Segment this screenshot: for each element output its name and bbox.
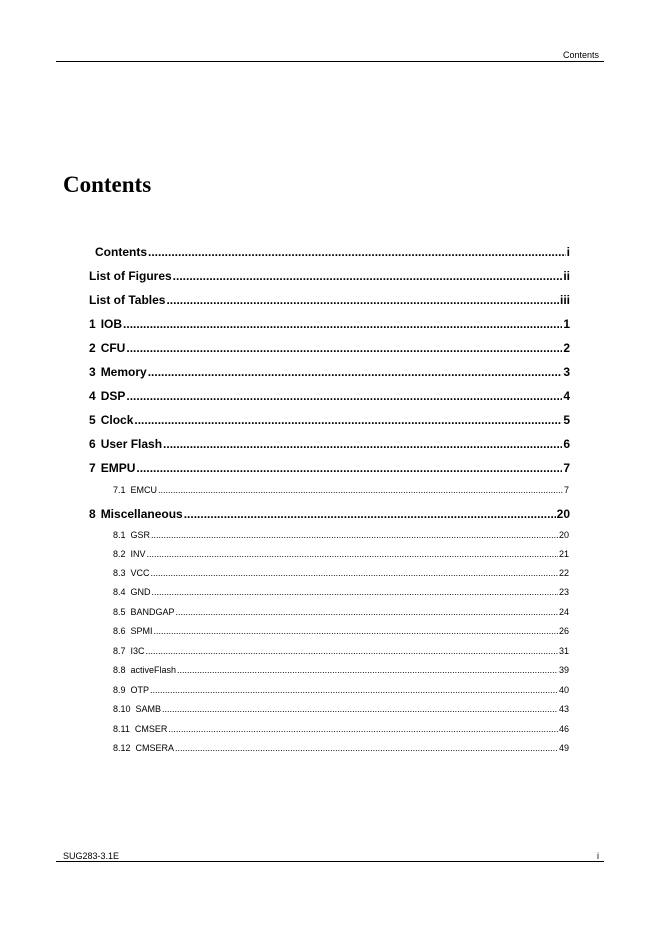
toc-dot-leader	[148, 244, 566, 260]
toc-entry-number: 7	[89, 461, 96, 475]
toc-entry-label: Memory	[100, 365, 147, 379]
toc-entry[interactable]	[89, 340, 570, 356]
toc-subentry[interactable]	[113, 742, 569, 754]
toc-entry-page: 5	[563, 413, 570, 427]
toc-entry-number: 5	[89, 413, 96, 427]
toc-entry-number: 8.4	[113, 587, 126, 597]
toc-subentry[interactable]	[113, 645, 569, 657]
toc-entry-label: EMPU	[100, 461, 136, 475]
toc-entry-number: 8.2	[113, 549, 126, 559]
toc-entry-label: Clock	[100, 413, 134, 427]
toc-entry-page: 40	[558, 685, 569, 695]
toc-entry-number: 2	[89, 341, 96, 355]
toc-entry-page: 23	[558, 587, 569, 597]
toc-subentry[interactable]	[113, 586, 569, 598]
toc-dot-leader	[147, 548, 558, 560]
toc-entry-page: 1	[563, 317, 570, 331]
toc-entry-page: 2	[563, 341, 570, 355]
toc-entry-label: Contents	[95, 245, 147, 259]
toc-entry-number: 1	[89, 317, 96, 331]
toc-dot-leader	[151, 529, 558, 541]
toc-entry-page: 3	[563, 365, 570, 379]
toc-entry-label: CMSERA	[135, 743, 175, 753]
toc-entry-number: 8.7	[113, 646, 126, 656]
toc-entry-number: 8.10	[113, 704, 131, 714]
toc-entry-page: 20	[558, 530, 569, 540]
toc-dot-leader	[177, 664, 558, 676]
page-title: Contents	[63, 172, 152, 197]
toc-entry-page: 43	[558, 704, 569, 714]
toc-entry-page: iii	[559, 293, 570, 307]
toc-entry-label: BANDGAP	[130, 607, 175, 617]
toc-entry[interactable]	[89, 268, 570, 284]
toc-entry-label: INV	[130, 549, 146, 559]
toc-entry-label: User Flash	[100, 437, 163, 451]
toc-entry-label: SAMB	[135, 704, 162, 714]
toc-dot-leader	[126, 388, 562, 404]
toc-entry[interactable]	[89, 412, 570, 428]
toc-entry-label: I3C	[130, 646, 145, 656]
toc-entry-page: ii	[563, 269, 570, 283]
toc-entry-label: activeFlash	[130, 665, 177, 675]
toc-entry[interactable]	[95, 244, 570, 260]
toc-dot-leader	[168, 723, 558, 735]
toc-dot-leader	[151, 567, 558, 579]
toc-entry-page: 22	[558, 568, 569, 578]
toc-entry-number: 8	[89, 507, 96, 521]
toc-entry-label: List of Figures	[89, 269, 172, 283]
toc-entry[interactable]	[89, 506, 570, 522]
toc-entry-label: DSP	[100, 389, 126, 403]
toc-dot-leader	[175, 742, 558, 754]
toc-dot-leader	[166, 292, 559, 308]
toc-dot-leader	[123, 316, 562, 332]
toc-subentry[interactable]	[113, 703, 569, 715]
toc-entry-number: 4	[89, 389, 96, 403]
toc-entry-page: 39	[558, 665, 569, 675]
toc-entry-label: SPMI	[130, 626, 153, 636]
toc-subentry[interactable]	[113, 606, 569, 618]
toc-entry-page: 31	[558, 646, 569, 656]
page-number: i	[597, 851, 599, 861]
toc-entry[interactable]	[89, 388, 570, 404]
toc-entry-label: VCC	[130, 568, 150, 578]
toc-dot-leader	[184, 506, 556, 522]
toc-entry-page: 49	[558, 743, 569, 753]
toc-entry-label: List of Tables	[89, 293, 166, 307]
toc-entry-page: 26	[558, 626, 569, 636]
toc-entry-page: i	[566, 245, 570, 259]
toc-entry[interactable]	[89, 292, 570, 308]
toc-entry-label: IOB	[100, 317, 123, 331]
toc-entry-number: 8.12	[113, 743, 131, 753]
toc-entry-page: 7	[563, 485, 569, 495]
toc-entry-label: GND	[130, 587, 151, 597]
toc-entry-number: 8.5	[113, 607, 126, 617]
toc-entry-page: 6	[563, 437, 570, 451]
running-header: Contents	[562, 50, 599, 60]
toc-entry-number: 8.8	[113, 665, 126, 675]
toc-subentry[interactable]	[113, 664, 569, 676]
toc-subentry[interactable]	[113, 484, 569, 496]
toc-dot-leader	[148, 364, 563, 380]
toc-entry-number: 8.1	[113, 530, 126, 540]
toc-dot-leader	[163, 436, 562, 452]
toc-entry[interactable]	[89, 460, 570, 476]
toc-entry-label: EMCU	[130, 485, 158, 495]
toc-entry-number: 8.6	[113, 626, 126, 636]
toc-dot-leader	[173, 268, 563, 284]
toc-dot-leader	[136, 460, 562, 476]
toc-entry[interactable]	[89, 436, 570, 452]
toc-entry-number: 8.3	[113, 568, 126, 578]
document-id: SUG283-3.1E	[63, 851, 120, 861]
toc-entry-page: 4	[563, 389, 570, 403]
toc-dot-leader	[146, 645, 558, 657]
toc-entry-number: 8.11	[113, 724, 130, 734]
toc-entry-number: 8.9	[113, 685, 126, 695]
toc-dot-leader	[150, 684, 558, 696]
toc-dot-leader	[158, 484, 563, 496]
toc-subentry[interactable]	[113, 529, 569, 541]
toc-entry-page: 46	[558, 724, 569, 734]
toc-subentry[interactable]	[113, 684, 569, 696]
toc-entry-page: 24	[558, 607, 569, 617]
toc-entry-number: 7.1	[113, 485, 126, 495]
toc-subentry[interactable]	[113, 567, 569, 579]
toc-entry[interactable]	[89, 316, 570, 332]
footer-divider	[56, 861, 604, 862]
toc-entry-number: 6	[89, 437, 96, 451]
toc-subentry[interactable]	[113, 723, 569, 735]
toc-entry-label: CMSER	[134, 724, 168, 734]
toc-entry-page: 21	[558, 549, 569, 559]
toc-entry-label: GSR	[130, 530, 151, 540]
toc-entry-label: CFU	[100, 341, 126, 355]
toc-entry-page: 20	[556, 507, 570, 521]
toc-dot-leader	[134, 412, 562, 428]
toc-entry-label: Miscellaneous	[100, 507, 183, 521]
toc-dot-leader	[162, 703, 558, 715]
toc-entry-number: 3	[89, 365, 96, 379]
toc-dot-leader	[152, 586, 558, 598]
toc-entry-label: OTP	[130, 685, 150, 695]
toc-dot-leader	[176, 606, 558, 618]
toc-subentry[interactable]	[113, 625, 569, 637]
toc-entry-page: 7	[563, 461, 570, 475]
toc-dot-leader	[126, 340, 562, 356]
toc-dot-leader	[154, 625, 558, 637]
toc-subentry[interactable]	[113, 548, 569, 560]
toc-entry[interactable]	[89, 364, 570, 380]
